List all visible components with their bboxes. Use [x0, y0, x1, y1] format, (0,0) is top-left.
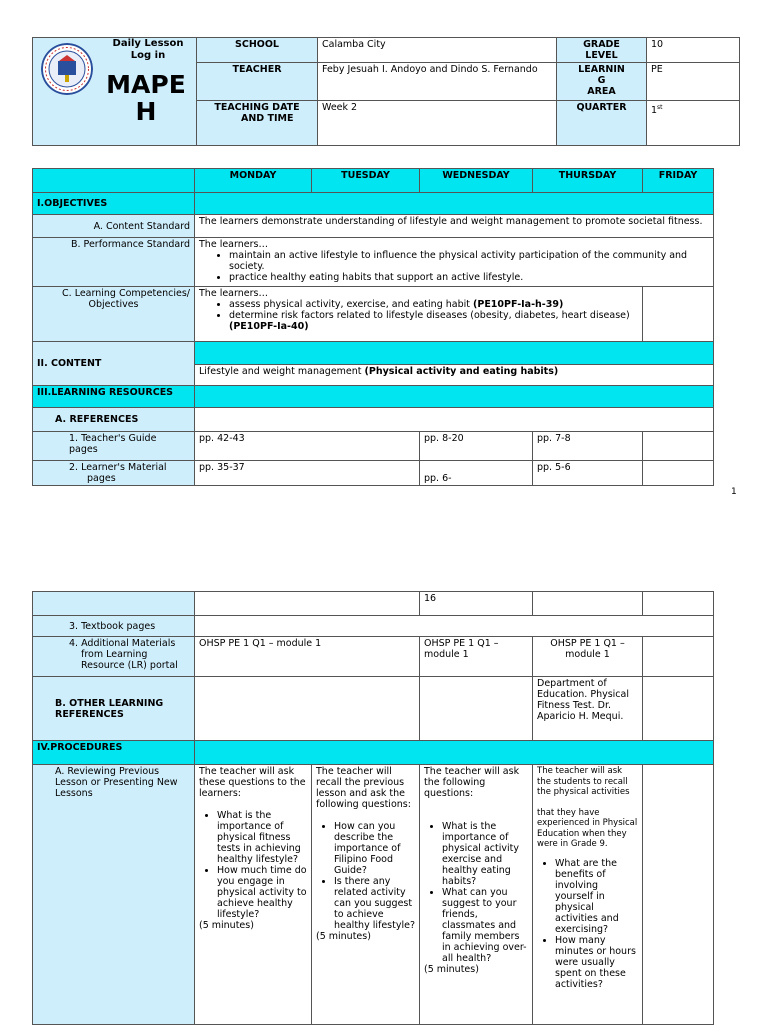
school-value: Calamba City: [318, 38, 557, 63]
day-wednesday: WEDNESDAY: [420, 169, 533, 193]
list-item: • assess physical activity, exercise, and eating habit (PE10PF-Ia-h-39): [229, 299, 638, 310]
lm-monday: pp. 35-37: [195, 461, 420, 486]
tg-thursday: pp. 7-8: [533, 432, 643, 461]
other-thursday: Department of Education. Physical Fitness Test. Dr. Aparicio H. Mequi.: [533, 677, 643, 741]
school-label: SCHOOL: [197, 38, 318, 63]
add-wednesday: OHSP PE 1 Q1 – module 1: [420, 637, 533, 677]
section-resources: III.LEARNING RESOURCES: [33, 386, 195, 408]
tg-wednesday: pp. 8-20: [420, 432, 533, 461]
list-item: • practice healthy eating habits that support an active lifestyle.: [229, 272, 709, 283]
subject-title: MAPE H: [106, 70, 186, 126]
days-corner: [33, 169, 195, 193]
competencies-label: C. Learning Competencies/ Objectives: [33, 287, 195, 342]
list-item: • How many minutes or hours were usually spent on these activities?: [555, 935, 638, 990]
title-cell: [33, 38, 197, 146]
review-wednesday: The teacher will ask the following questions: • What is the importance of physical activity exercise and healthy eating habits? • What can you suggest to your friends, classmates and family members in achieving over-all health? (5 minutes): [420, 765, 533, 1025]
tg-monday: pp. 42-43: [195, 432, 420, 461]
review-thursday: The teacher will ask the students to recall the physical activities that they have experienced in Physical Education when they were in Grade 9. • What are the benefits of involving yourself in physical activities and exercising? • How many minutes or hours were usually spent on these activities?: [533, 765, 643, 1025]
quarter-label: QUARTER: [557, 101, 647, 146]
teachers-guide-label: 1. Teacher's Guide pages: [33, 432, 195, 461]
area-value: PE: [647, 63, 740, 101]
lesson-table-page2: [32, 591, 714, 1025]
section-procedures: IV.PROCEDURES: [33, 741, 195, 765]
lesson-table-page1: [32, 168, 714, 486]
deped-seal-icon: [41, 43, 93, 95]
section-objectives: I.OBJECTIVES: [33, 193, 195, 215]
date-label: TEACHING DATE AND TIME: [197, 101, 318, 146]
list-item: • What is the importance of physical fitness tests in achieving healthy lifestyle?: [217, 810, 307, 865]
day-monday: MONDAY: [195, 169, 312, 193]
list-item: • How much time do you engage in physical activity to achieve healthy lifestyle?: [217, 865, 307, 920]
additional-materials-label: 4. Additional Materials from Learning Resource (LR) portal: [33, 637, 195, 677]
content-standard-label: A. Content Standard: [33, 215, 195, 238]
teacher-value: Feby Jesuah I. Andoyo and Dindo S. Fernando: [318, 63, 557, 101]
references-label: A. REFERENCES: [33, 408, 195, 432]
section-content: II. CONTENT: [33, 342, 195, 386]
list-item: • maintain an active lifestyle to influence the physical activity participation of the community and society.: [229, 250, 709, 272]
review-label: A. Reviewing Previous Lesson or Presenting New Lessons: [33, 765, 195, 1025]
performance-standard-text: The learners… • maintain an active lifestyle to influence the physical activity participation of the community and society. • practice healthy eating habits that support an active lifestyle.: [195, 238, 714, 287]
area-label: LEARNIN G AREA: [557, 63, 647, 101]
add-thursday: OHSP PE 1 Q1 – module 1: [533, 637, 643, 677]
competencies-text: The learners… • assess physical activity, exercise, and eating habit (PE10PF-Ia-h-39) • determine risk factors related to lifestyle diseases (obesity, diabetes, heart disease)(PE10PF-Ia-40): [195, 287, 643, 342]
learners-material-label: 2. Learner's Material pages: [33, 461, 195, 486]
list-item: • What can you suggest to your friends, classmates and family members in achieving over-all health?: [442, 887, 528, 964]
performance-standard-label: B. Performance Standard: [33, 238, 195, 287]
lm-wednesday: pp. 6-: [420, 461, 533, 486]
textbook-label: 3. Textbook pages: [33, 616, 195, 637]
review-tuesday: The teacher will recall the previous lesson and ask the following questions: • How can you describe the importance of Filipino Food Guide? • Is there any related activity can you suggest to achieve healthy lifestyle? (5 minutes): [312, 765, 420, 1025]
day-tuesday: TUESDAY: [312, 169, 420, 193]
other-references-label: B. OTHER LEARNING REFERENCES: [33, 677, 195, 741]
date-value: Week 2: [318, 101, 557, 146]
content-standard-text: The learners demonstrate understanding of lifestyle and weight management to promote societal fitness.: [195, 215, 714, 238]
content-text: Lifestyle and weight management (Physical activity and eating habits): [195, 365, 714, 386]
list-item: • Is there any related activity can you suggest to achieve healthy lifestyle?: [334, 876, 415, 931]
review-monday: The teacher will ask these questions to the learners: • What is the importance of physical fitness tests in achieving healthy lifestyle? • How much time do you engage in physical activity to achieve healthy lifestyle? (5 minutes): [195, 765, 312, 1025]
grade-value: 10: [647, 38, 740, 63]
grade-label: GRADE LEVEL: [557, 38, 647, 63]
day-thursday: THURSDAY: [533, 169, 643, 193]
list-item: • determine risk factors related to lifestyle diseases (obesity, diabetes, heart disease)(PE10PF-Ia-40): [229, 310, 638, 332]
list-item: • How can you describe the importance of Filipino Food Guide?: [334, 821, 415, 876]
add-monday: OHSP PE 1 Q1 – module 1: [195, 637, 420, 677]
lm-thursday: pp. 5-6: [533, 461, 643, 486]
teacher-label: TEACHER: [197, 63, 318, 101]
list-item: • What is the importance of physical activity exercise and healthy eating habits?: [442, 821, 528, 887]
page-number: 1: [731, 487, 737, 497]
header-table: [32, 37, 740, 146]
document-title: Daily Lesson Log in: [112, 38, 184, 61]
lm-wednesday-cont: 16: [420, 592, 533, 616]
quarter-value: 1st: [647, 101, 740, 146]
day-friday: FRIDAY: [643, 169, 714, 193]
list-item: • What are the benefits of involving yourself in physical activities and exercising?: [555, 858, 638, 935]
